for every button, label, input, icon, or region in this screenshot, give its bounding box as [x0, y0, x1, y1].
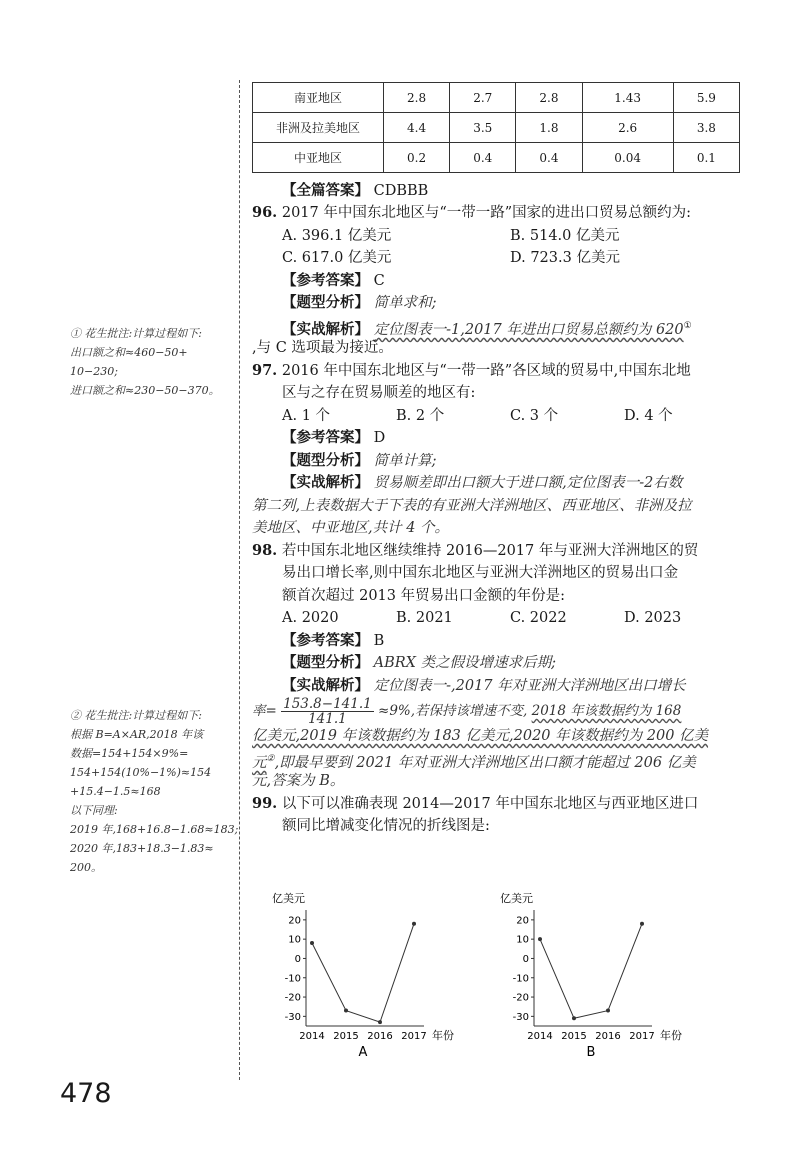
data-table	[252, 82, 740, 173]
table-cell: 0.4	[450, 143, 516, 173]
table-cell: 3.8	[673, 113, 739, 143]
table-row	[253, 143, 740, 173]
y-axis-label: 亿美元	[272, 892, 305, 905]
y-tick-label: 20	[288, 915, 301, 927]
table-cell: 2.6	[582, 113, 673, 143]
y-tick-label: 20	[516, 915, 529, 927]
data-point	[344, 1009, 348, 1013]
analysis-line3: 亿美元,2019 年该数据约为 183 亿美元,2020 年该数据约为 200 亿美	[252, 728, 709, 744]
y-tick-label: 10	[288, 934, 301, 946]
table-cell: 0.4	[516, 143, 582, 173]
option-c: C. 617.0 亿美元	[282, 250, 392, 266]
table-cell: 2.7	[450, 83, 516, 113]
y-tick-label: 0	[294, 953, 301, 965]
data-point	[412, 922, 416, 926]
full-answer: 【全篇答案】 CDBBB	[282, 182, 429, 199]
chart-caption: B	[586, 1045, 596, 1060]
table-row	[253, 83, 740, 113]
table-cell: 1.8	[516, 113, 582, 143]
analysis-line5: 元,答案为 B。	[252, 773, 345, 789]
table-cell: 0.04	[582, 143, 673, 173]
question-type: 【题型分析】 简单求和;	[282, 294, 437, 311]
x-tick-label: 2015	[333, 1031, 359, 1042]
option-b: B. 2021	[396, 610, 453, 626]
question-98-stem-line3: 额首次超过 2013 年贸易出口金额的年份是:	[282, 588, 566, 604]
x-axis-label: 年份	[660, 1029, 682, 1042]
option-d: D. 723.3 亿美元	[510, 250, 620, 266]
option-a: A. 396.1 亿美元	[282, 228, 392, 244]
margin-note-1: ① 花生批注:计算过程如下: 出口额之和≈460−50+ 10−230; 进口额之和≈230−50−370。	[70, 327, 220, 397]
x-tick-label: 2017	[401, 1031, 427, 1042]
y-axis-label: 亿美元	[500, 892, 533, 905]
table-cell: 5.9	[673, 83, 739, 113]
option-d: D. 2023	[624, 610, 682, 626]
x-axis-label: 年份	[432, 1029, 454, 1042]
data-point	[378, 1020, 382, 1024]
y-tick-label: -30	[512, 1011, 529, 1023]
chart-caption: A	[358, 1045, 368, 1060]
question-98-stem: 98. 若中国东北地区继续维持 2016—2017 年与亚洲大洋洲地区的贸	[252, 542, 699, 559]
question-type: 【题型分析】 ABRX 类之假设增速求后期;	[282, 654, 556, 671]
question-97-stem-line2: 区与之存在贸易顺差的地区有:	[282, 385, 476, 401]
row-label: 非洲及拉美地区	[253, 113, 384, 143]
table-cell: 0.1	[673, 143, 739, 173]
y-tick-label: -10	[512, 973, 529, 985]
series-line	[312, 924, 414, 1022]
fraction-denominator: 141.1	[308, 711, 347, 727]
question-type: 【题型分析】 简单计算;	[282, 452, 437, 469]
y-tick-label: -30	[284, 1011, 301, 1023]
x-tick-label: 2016	[595, 1031, 621, 1042]
y-tick-label: -20	[284, 992, 301, 1004]
analysis: 【实战解析】 定位图表一-1,2017 年进出口贸易总额约为 620①	[282, 320, 692, 338]
margin-divider	[239, 80, 240, 1080]
data-point	[572, 1016, 576, 1020]
option-b: B. 2 个	[396, 408, 445, 424]
analysis: 【实战解析】 贸易顺差即出口额大于进口额,定位图表一-2右数	[282, 474, 683, 491]
x-tick-label: 2014	[299, 1031, 325, 1042]
analysis: 【实战解析】 定位图表一-,2017 年对亚洲大洋洲地区出口增长	[282, 677, 686, 694]
data-point	[640, 922, 644, 926]
margin-note-2: ② 花生批注:计算过程如下: 根据 B=A×AR,2018 年该 数据=154+154×9%= 154+154(10%−1%)≈154 +15.4−1.5≈168 以下同理: 2019 年,168+16.8−1.68≈183; 2020 年,183+18.3−1.83≈ 200。	[70, 709, 239, 874]
y-tick-label: 10	[516, 934, 529, 946]
analysis-continued: ,与 C 选项最为接近。	[252, 340, 393, 356]
question-97-stem: 97. 2016 年中国东北地区与“一带一路”各区域的贸易中,中国东北地	[252, 362, 691, 379]
option-c: C. 2022	[510, 610, 567, 626]
option-a: A. 1 个	[282, 408, 331, 424]
y-tick-label: -20	[512, 992, 529, 1004]
question-98-stem-line2: 易出口增长率,则中国东北地区与亚洲大洋洲地区的贸易出口金	[282, 565, 679, 581]
growth-rate-formula: 率= $\frac{153.8-141.1}{141.1}$ ≈9%,若保持该增速不变, 2018 年该数据约为 168	[252, 696, 682, 727]
option-a: A. 2020	[282, 610, 339, 626]
reference-answer: 【参考答案】 D	[282, 429, 386, 446]
table-cell: 3.5	[450, 113, 516, 143]
question-99-stem-line2: 额同比增减变化情况的折线图是:	[282, 818, 490, 834]
data-point	[606, 1009, 610, 1013]
page-number: 478	[60, 1078, 112, 1109]
table-cell: 2.8	[516, 83, 582, 113]
option-c: C. 3 个	[510, 408, 559, 424]
data-point	[310, 941, 314, 945]
reference-answer: 【参考答案】 B	[282, 632, 385, 649]
x-tick-label: 2014	[527, 1031, 553, 1042]
y-tick-label: -10	[284, 973, 301, 985]
question-99-stem: 99. 以下可以准确表现 2014—2017 年中国东北地区与西亚地区进口	[252, 795, 699, 812]
y-tick-label: 0	[522, 953, 529, 965]
series-line	[540, 924, 642, 1019]
row-label: 南亚地区	[253, 83, 384, 113]
option-b: B. 514.0 亿美元	[510, 228, 620, 244]
fraction-numerator: 153.8−141.1	[283, 696, 372, 712]
x-tick-label: 2016	[367, 1031, 393, 1042]
analysis-line4: 元②,即最早要到 2021 年对亚洲大洋洲地区出口额才能超过 206 亿美	[252, 754, 696, 771]
x-tick-label: 2015	[561, 1031, 587, 1042]
question-96-stem: 96. 2017 年中国东北地区与“一带一路”国家的进出口贸易总额约为:	[252, 204, 692, 221]
table-row	[253, 113, 740, 143]
table-cell: 4.4	[384, 113, 450, 143]
table-cell: 0.2	[384, 143, 450, 173]
data-point	[538, 937, 542, 941]
x-tick-label: 2017	[629, 1031, 655, 1042]
analysis-line3: 美地区、中亚地区,共计 4 个。	[252, 520, 450, 536]
line-charts	[270, 888, 750, 1068]
analysis-line2: 第二列,上表数据大于下表的有亚洲大洋洲地区、西亚地区、非洲及拉	[252, 498, 692, 514]
reference-answer: 【参考答案】 C	[282, 272, 385, 289]
row-label: 中亚地区	[253, 143, 384, 173]
option-d: D. 4 个	[624, 408, 673, 424]
table-cell: 2.8	[384, 83, 450, 113]
table-cell: 1.43	[582, 83, 673, 113]
